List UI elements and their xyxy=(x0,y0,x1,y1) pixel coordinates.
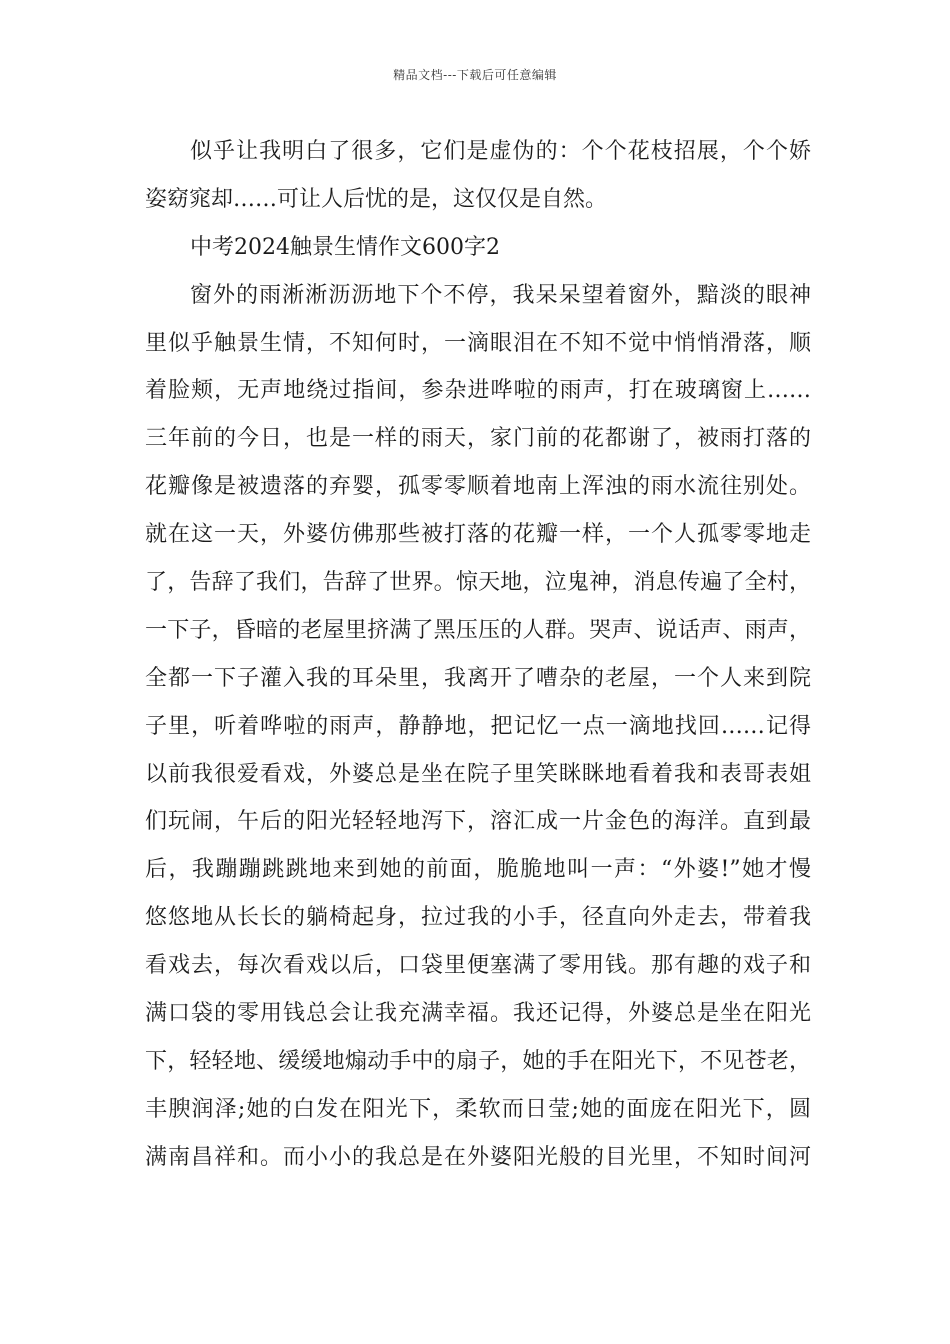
text-line: 一下子，昏暗的老屋里挤满了黑压压的人群。哭声、说话声、雨声， xyxy=(145,617,811,643)
text-line: 就在这一天，外婆仿佛那些被打落的花瓣一样，一个人孤零零地走 xyxy=(145,522,811,548)
text-line: 着脸颊，无声地绕过指间，参杂进哗啦的雨声，打在玻璃窗上…… xyxy=(145,378,811,404)
text-line: 了，告辞了我们，告辞了世界。惊天地，泣鬼神，消息传遍了全村， xyxy=(145,570,811,596)
text-line: 后，我蹦蹦跳跳地来到她的前面，脆脆地叫一声：“外婆!”她才慢 xyxy=(145,857,811,883)
document-body xyxy=(145,133,811,1187)
page-header: 精品文档---下载后可任意编辑 xyxy=(393,68,557,82)
text-line: 以前我很爱看戏，外婆总是坐在院子里笑眯眯地看着我和表哥表姐 xyxy=(145,761,811,787)
text-line: 似乎让我明白了很多，它们是虚伪的：个个花枝招展，个个娇 xyxy=(190,139,811,164)
text-line: 看戏去，每次看戏以后，口袋里便塞满了零用钱。那有趣的戏子和 xyxy=(145,953,811,979)
text-line: 窗外的雨淅淅沥沥地下个不停，我呆呆望着窗外，黯淡的眼神 xyxy=(190,282,811,308)
text-line: 悠悠地从长长的躺椅起身，拉过我的小手，径直向外走去，带着我 xyxy=(145,905,811,931)
section-title: 中考2024触景生情作文600字2 xyxy=(190,234,500,260)
text-line: 全都一下子灌入我的耳朵里，我离开了嘈杂的老屋，一个人来到院 xyxy=(145,665,811,691)
text-line: 下，轻轻地、缓缓地煽动手中的扇子，她的手在阳光下，不见苍老， xyxy=(145,1048,811,1074)
text-line: 里似乎触景生情，不知何时，一滴眼泪在不知不觉中悄悄滑落，顺 xyxy=(145,330,811,356)
text-line: 丰腴润泽;她的白发在阳光下，柔软而日莹;她的面庞在阳光下，圆 xyxy=(145,1096,811,1122)
text-line: 满口袋的零用钱总会让我充满幸福。我还记得，外婆总是坐在阳光 xyxy=(145,1001,811,1027)
text-line: 花瓣像是被遗落的弃婴，孤零零顺着地南上浑浊的雨水流往别处。 xyxy=(145,474,811,500)
text-line: 满南昌祥和。而小小的我总是在外婆阳光般的目光里，不知时间河 xyxy=(145,1144,811,1170)
text-line: 三年前的今日，也是一样的雨天，家门前的花都谢了，被雨打落的 xyxy=(145,426,811,452)
text-line: 姿窈窕却……可让人后忧的是，这仅仅是自然。 xyxy=(145,186,608,212)
text-line: 子里，听着哗啦的雨声，静静地，把记忆一点一滴地找回……记得 xyxy=(145,713,811,739)
text-line: 们玩闹，午后的阳光轻轻地泻下，溶汇成一片金色的海洋。直到最 xyxy=(145,809,811,835)
